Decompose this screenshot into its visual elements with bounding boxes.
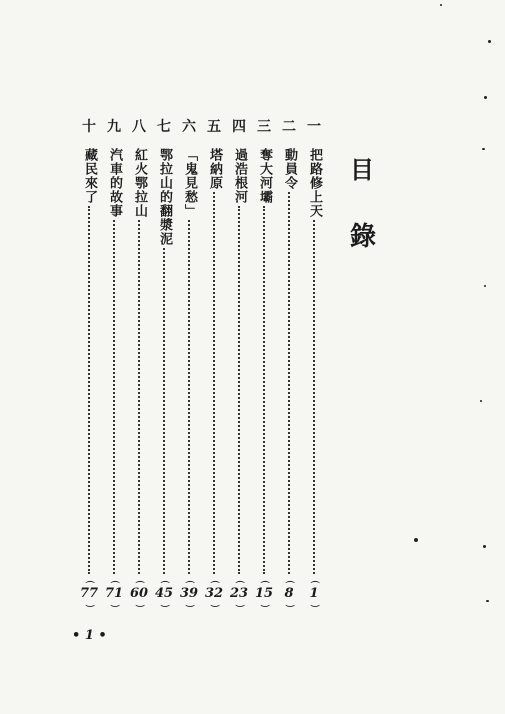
dot-leader: [238, 206, 240, 574]
entry-page: 15: [254, 586, 274, 601]
paren-open: (: [284, 580, 295, 584]
toc-entry-10[interactable]: [79, 120, 99, 610]
entry-page: 23: [229, 586, 249, 601]
toc-entry-3[interactable]: [254, 120, 274, 610]
entry-number: 二: [282, 119, 296, 135]
toc-entry-6[interactable]: [179, 120, 199, 610]
dot-leader: [138, 220, 140, 574]
dot-leader: [263, 206, 265, 574]
paren-close: ): [84, 604, 95, 608]
entry-page: 8: [284, 586, 294, 601]
entry-title: 動員令: [282, 148, 297, 190]
page-folio: • 1 •: [72, 628, 107, 643]
scan-speck: [486, 600, 489, 602]
paren-close: ): [159, 604, 170, 608]
paren-close: ): [209, 604, 220, 608]
entry-number: 六: [182, 119, 196, 135]
toc-entry-9[interactable]: [104, 120, 124, 610]
paren-close: ): [309, 604, 320, 608]
entry-title: 紅火鄂拉山: [132, 148, 147, 218]
entry-number: 九: [107, 119, 121, 135]
entry-number: 八: [132, 119, 146, 135]
dot-leader: [288, 192, 290, 574]
table-of-contents: [0, 120, 505, 610]
entry-title: 把路修上天: [307, 148, 322, 218]
paren-open: (: [259, 580, 270, 584]
entry-number: 一: [307, 119, 321, 135]
entry-title: 塔納原: [207, 148, 222, 190]
entry-title: 過浩根河: [232, 148, 247, 204]
scan-speck: [483, 545, 486, 548]
paren-close: ): [109, 604, 120, 608]
scan-speck: [488, 40, 491, 43]
entry-title: 藏民來了: [82, 148, 97, 204]
toc-entry-4[interactable]: [229, 120, 249, 610]
dot-leader: [88, 206, 90, 574]
entry-number: 五: [207, 119, 221, 135]
entry-page: 1: [309, 586, 319, 601]
paren-close: ): [134, 604, 145, 608]
paren-open: (: [159, 580, 170, 584]
paren-close: ): [234, 604, 245, 608]
paren-open: (: [109, 580, 120, 584]
heading-char-1: 目: [350, 155, 374, 184]
scan-speck: [480, 400, 482, 402]
toc-entry-5[interactable]: [204, 120, 224, 610]
entry-title: 奪大河壩: [257, 148, 272, 204]
dot-leader: [113, 220, 115, 574]
entry-title: 鄂拉山的翻漿泥: [157, 148, 172, 246]
scan-speck: [414, 538, 418, 542]
scan-speck: [484, 285, 486, 287]
entry-page: 60: [129, 586, 149, 601]
scan-speck: [484, 96, 487, 99]
entry-title: 汽車的故事: [107, 148, 122, 218]
toc-entry-1[interactable]: [304, 120, 324, 610]
paren-open: (: [234, 580, 245, 584]
paren-open: (: [209, 580, 220, 584]
entry-number: 十: [82, 119, 96, 135]
entry-page: 39: [179, 586, 199, 601]
dot-leader: [163, 248, 165, 574]
paren-open: (: [134, 580, 145, 584]
entry-page: 77: [79, 586, 99, 601]
toc-entry-7[interactable]: [154, 120, 174, 610]
paren-close: ): [184, 604, 195, 608]
entry-number: 三: [257, 119, 271, 135]
paren-open: (: [84, 580, 95, 584]
entry-number: 四: [232, 119, 246, 135]
paren-close: ): [259, 604, 270, 608]
scan-speck: [440, 4, 442, 6]
paren-close: ): [284, 604, 295, 608]
dot-leader: [213, 192, 215, 574]
heading-char-2: 錄: [350, 222, 377, 252]
entry-page: 71: [104, 586, 124, 601]
entry-page: 45: [154, 586, 174, 601]
entry-page: 32: [204, 586, 224, 601]
paren-open: (: [309, 580, 320, 584]
dot-leader: [188, 220, 190, 574]
scan-speck: [482, 148, 485, 150]
paren-open: (: [184, 580, 195, 584]
toc-entry-2[interactable]: [279, 120, 299, 610]
entry-number: 七: [157, 119, 171, 135]
toc-entry-8[interactable]: [129, 120, 149, 610]
entry-title: 「鬼見愁」: [182, 148, 197, 218]
dot-leader: [313, 220, 315, 574]
